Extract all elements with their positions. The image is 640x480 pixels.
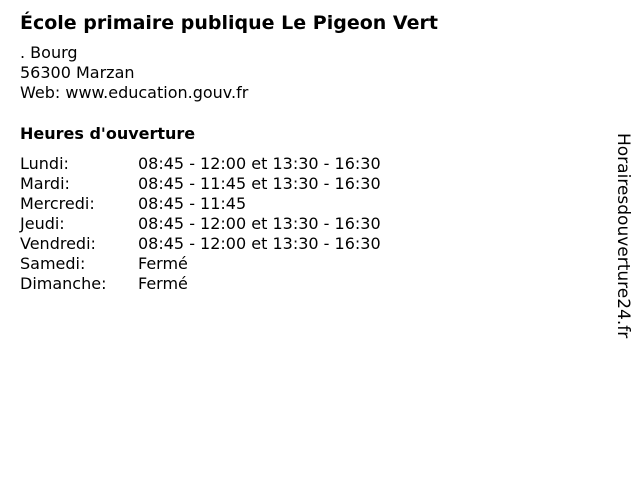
time-value: 08:45 - 12:00 et 13:30 - 16:30 <box>138 154 381 173</box>
school-title: École primaire publique Le Pigeon Vert <box>20 12 438 34</box>
hours-row-saturday <box>20 254 381 274</box>
time-value: 08:45 - 12:00 et 13:30 - 16:30 <box>138 214 381 233</box>
hours-heading: Heures d'ouverture <box>20 124 196 143</box>
hours-row-wednesday <box>20 194 381 214</box>
time-value: Fermé <box>138 254 188 273</box>
day-label: Mercredi: <box>20 194 95 213</box>
day-label: Mardi: <box>20 174 70 193</box>
day-label: Dimanche: <box>20 274 107 293</box>
day-label: Vendredi: <box>20 234 96 253</box>
address-street: . Bourg <box>20 43 78 62</box>
time-value: 08:45 - 11:45 <box>138 194 247 213</box>
day-label: Lundi: <box>20 154 69 173</box>
day-label: Jeudi: <box>20 214 65 233</box>
time-value: Fermé <box>138 274 188 293</box>
site-watermark: Horairesdouverture24.fr <box>613 133 633 339</box>
website-link[interactable]: Web: www.education.gouv.fr <box>20 83 249 102</box>
hours-row-monday <box>20 154 381 174</box>
day-label: Samedi: <box>20 254 86 273</box>
hours-row-friday <box>20 234 381 254</box>
hours-row-tuesday <box>20 174 381 194</box>
time-value: 08:45 - 12:00 et 13:30 - 16:30 <box>138 234 381 253</box>
time-value: 08:45 - 11:45 et 13:30 - 16:30 <box>138 174 381 193</box>
hours-row-sunday <box>20 274 381 294</box>
hours-row-thursday <box>20 214 381 234</box>
address-city: 56300 Marzan <box>20 63 135 82</box>
hours-table <box>20 154 381 294</box>
school-address <box>20 43 248 103</box>
